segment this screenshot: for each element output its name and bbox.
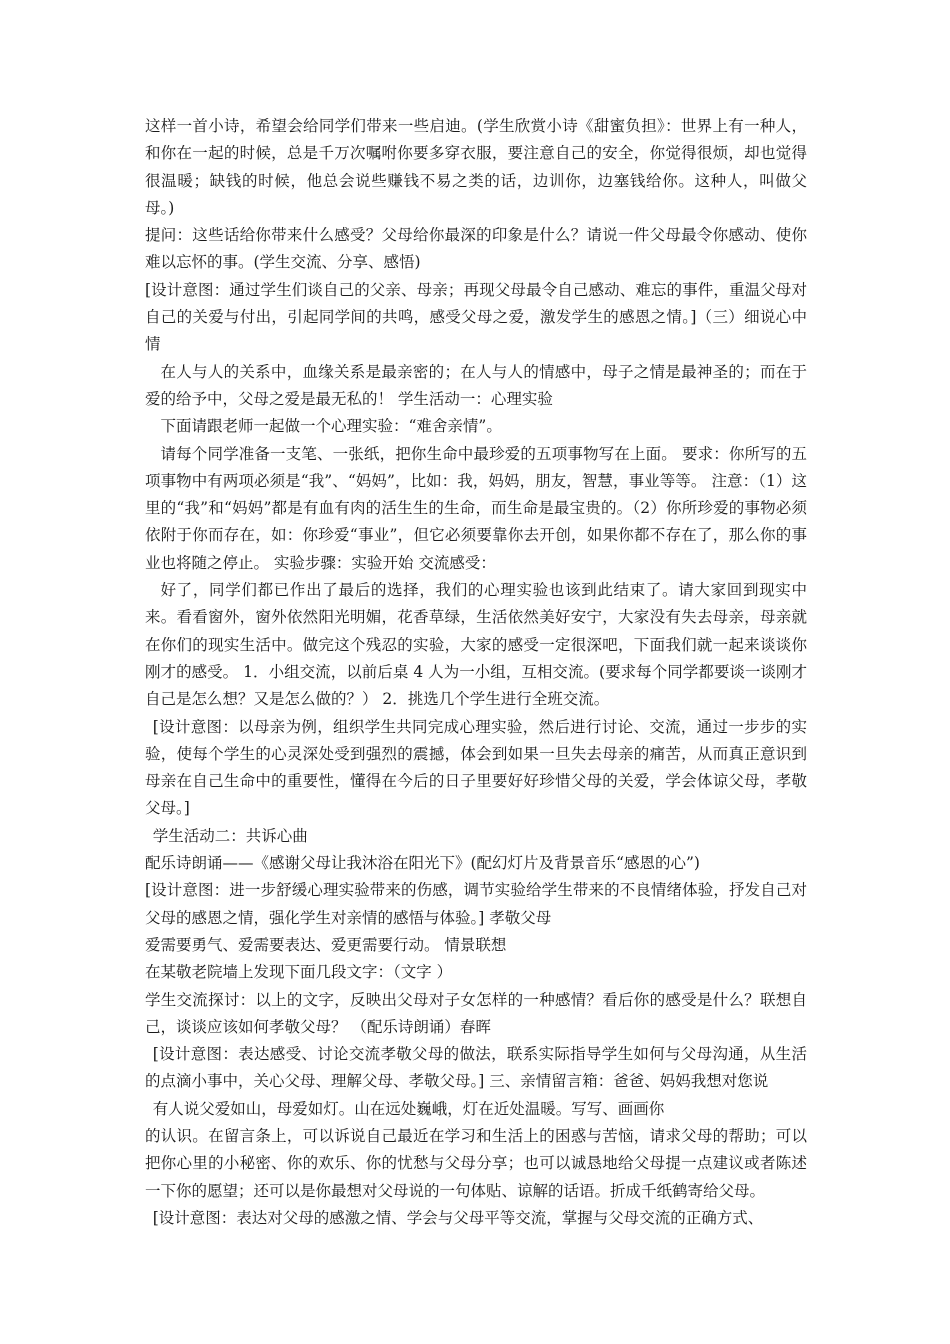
document-page — [145, 113, 807, 1232]
paragraph: 下面请跟老师一起做一个心理实验：“难舍亲情”。 — [160, 417, 502, 436]
paragraph: 在人与人的关系中，血缘关系是最亲密的；在人与人的情感中，母子之情是最神圣的；而在于爱的给予中，父母之爱是最无私的！ 学生活动一：心理实验 — [145, 362, 807, 408]
paragraph: [设计意图：表达对父母的感激之情、学会与父母平等交流，掌握与父母交流的正确方式、 — [152, 1208, 764, 1227]
paragraph: [设计意图：表达感受、讨论交流孝敬父母的做法，联系实际指导学生如何与父母沟通，从生活的点滴小事中，关心父母、理解父母、孝敬父母。] 三、亲情留言箱：爸爸、妈妈我想对您说 — [145, 1045, 807, 1091]
paragraph: 爱需要勇气、爱需要表达、爱更需要行动。 情景联想 — [145, 935, 507, 954]
paragraph: [设计意图：进一步舒缓心理实验带来的伤感，调节实验给学生带来的不良情绪体验，抒发自己对父母的感恩之情，强化学生对亲情的感悟与体验。] 孝敬父母 — [145, 881, 807, 927]
paragraph: 好了，同学们都已作出了最后的选择，我们的心理实验也该到此结束了。请大家回到现实中来。看看窗外，窗外依然阳光明媚，花香草绿，生活依然美好安宁，大家没有失去母亲，母亲就在你们的现实生活中。做完这个残忍的实验，大家的感受一定很深吧，下面我们就一起来谈谈你刚才的感受。 1．小组交流，以前后桌 4 人为一小组，互相交流。(要求每个同学都要谈一谈刚才自己是怎么想？又是怎么做的？） 2．挑选几个学生进行全班交流。 — [145, 581, 807, 709]
paragraph: 学生交流探讨：以上的文字，反映出父母对子女怎样的一种感情？看后你的感受是什么？联想自己，谈谈应该如何孝敬父母？ （配乐诗朗诵）春晖 — [145, 990, 807, 1036]
paragraph: 提问：这些话给你带来什么感受？父母给你最深的印象是什么？请说一件父母最令你感动、使你难以忘怀的事。(学生交流、分享、感悟) — [145, 226, 807, 272]
paragraph: 学生活动二：共诉心曲 — [152, 826, 308, 845]
paragraph: [设计意图：以母亲为例，组织学生共同完成心理实验，然后进行讨论、交流，通过一步步的实验，使每个学生的心灵深处受到强烈的震撼，体会到如果一旦失去母亲的痛苦，从而真正意识到母亲在自己生命中的重要性，懂得在今后的日子里要好好珍惜父母的关爱，学会体谅父母，孝敬父母。] — [145, 717, 807, 818]
paragraph: 这样一首小诗，希望会给同学们带来一些启迪。(学生欣赏小诗《甜蜜负担》：世界上有一种人，和你在一起的时候，总是千万次嘱咐你要多穿衣服，要注意自己的安全，你觉得很烦，却也觉得很温暖；缺钱的时候，他总会说些赚钱不易之类的话，边训你，边塞钱给你。这种人，叫做父母。) — [145, 117, 807, 217]
paragraph: 的认识。在留言条上，可以诉说自己最近在学习和生活上的困惑与苦恼，请求父母的帮助；可以把你心里的小秘密、你的欢乐、你的忧愁与父母分享；也可以诚恳地给父母提一点建议或者陈述一下你的愿望；还可以是你最想对父母说的一句体贴、谅解的话语。折成千纸鹤寄给父母。 — [145, 1126, 807, 1200]
paragraph: 有人说父爱如山，母爱如灯。山在远处巍峨，灯在近处温暖。写写、画画你 — [152, 1099, 665, 1118]
paragraph: 请每个同学准备一支笔、一张纸，把你生命中最珍爱的五项事物写在上面。 要求：你所写的五项事物中有两项必须是“我”、“妈妈”，比如：我，妈妈，朋友，智慧，事业等等。 注意：（1）这里的“我”和“妈妈”都是有血有肉的活生生的生命，而生命是最宝贵的。（2）你所珍爱的事物必须依附于你而存在，如：你珍爱“事业”，但它必须要靠你去开创，如果你都不存在了，那么你的事业也将随之停止。 实验步骤：实验开始 交流感受： — [145, 444, 807, 572]
paragraph: 配乐诗朗诵——《感谢父母让我沐浴在阳光下》(配幻灯片及背景音乐“感恩的心”) — [145, 854, 700, 873]
paragraph: [设计意图：通过学生们谈自己的父亲、母亲；再现父母最令自己感动、难忘的事件，重温父母对自己的关爱与付出，引起同学间的共鸣，感受父母之爱，激发学生的感恩之情。]（三）细说心中情 — [145, 280, 807, 354]
paragraph: 在某敬老院墙上发现下面几段文字：（文字 ） — [145, 963, 453, 982]
